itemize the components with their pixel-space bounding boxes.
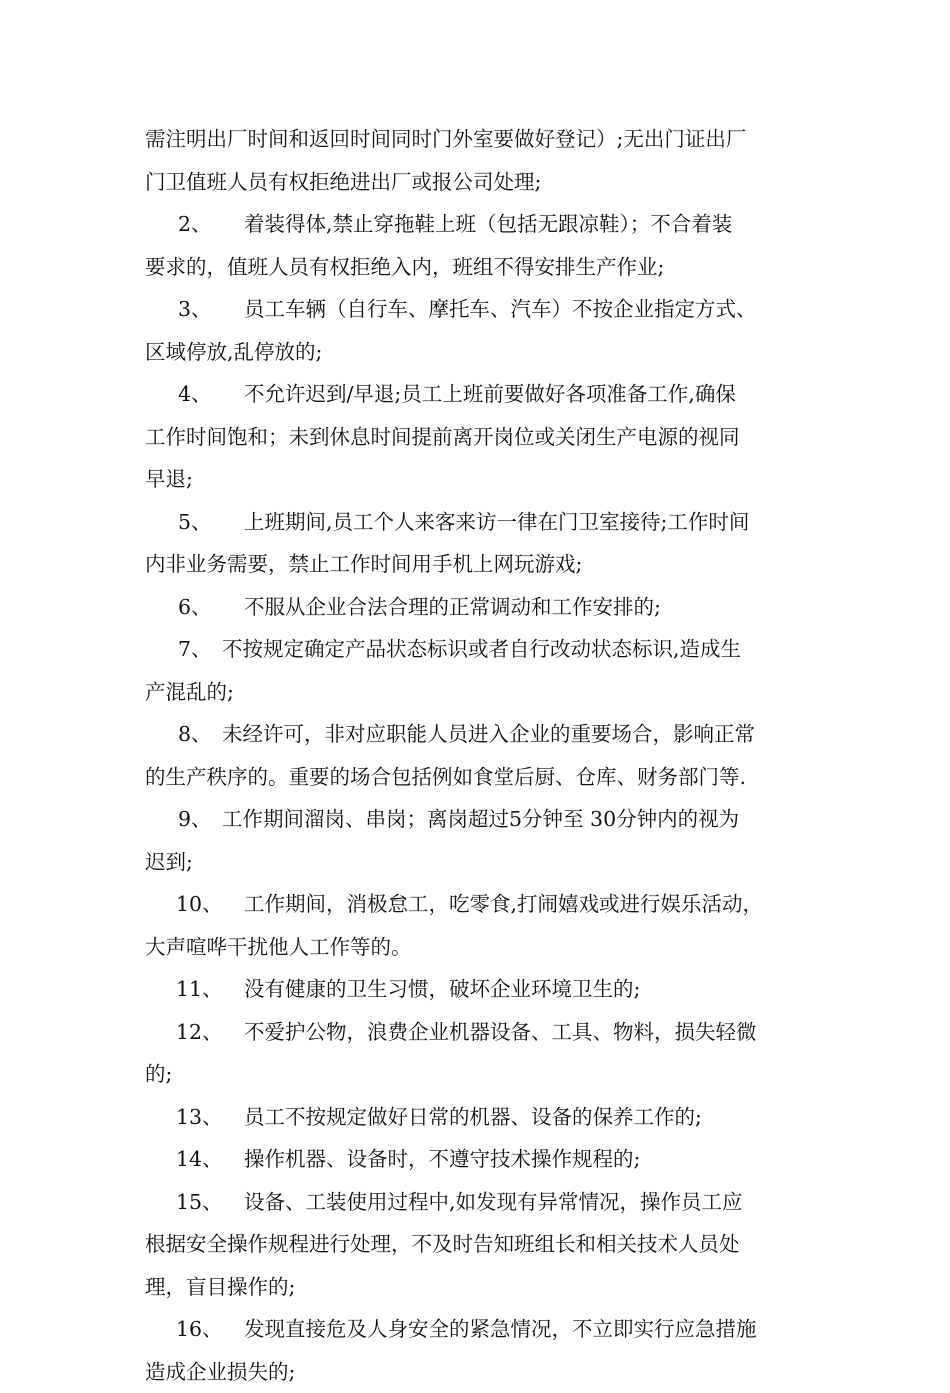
list-item (0, 1138, 950, 1181)
line-text: 着装得体,禁止穿拖鞋上班（包括无跟凉鞋）；不合着装 (244, 203, 732, 246)
paragraph-line (0, 926, 950, 969)
list-item-number: 12、 (176, 1011, 223, 1054)
list-item (0, 713, 950, 756)
paragraph-line (0, 118, 950, 161)
line-text: 不按规定确定产品状态标识或者自行改动状态标识,造成生 (222, 628, 741, 671)
list-item-number: 5、 (178, 501, 212, 544)
paragraph-line (0, 671, 950, 714)
list-item (0, 1308, 950, 1351)
list-item (0, 1181, 950, 1224)
line-text: 迟到; (145, 841, 193, 884)
paragraph-line (0, 1223, 950, 1266)
paragraph-line (0, 416, 950, 459)
line-text: 不允许迟到/早退;员工上班前要做好各项准备工作,确保 (244, 373, 736, 416)
list-item-number: 16、 (176, 1308, 223, 1351)
line-text: 需注明出厂时间和返回时间同时门外室要做好登记）;无出门证出厂 (145, 118, 746, 161)
line-text: 设备、工装使用过程中,如发现有异常情况，操作员工应 (244, 1181, 743, 1224)
line-text: 没有健康的卫生习惯，破坏企业环境卫生的; (244, 968, 640, 1011)
line-text: 工作期间溜岗、串岗；离岗超过5分钟至 30分钟内的视为 (222, 798, 739, 841)
paragraph-line (0, 1351, 950, 1393)
list-item-number: 15、 (176, 1181, 223, 1224)
list-item-number: 14、 (176, 1138, 223, 1181)
paragraph-line (0, 161, 950, 204)
list-item (0, 288, 950, 331)
list-item (0, 968, 950, 1011)
list-item (0, 203, 950, 246)
list-item-number: 2、 (178, 203, 212, 246)
list-item-number: 9、 (178, 798, 212, 841)
line-text: 的生产秩序的。重要的场合包括例如食堂后厨、仓库、财务部门等. (145, 756, 746, 799)
paragraph-line (0, 543, 950, 586)
line-text: 大声喧哗干扰他人工作等的。 (145, 926, 412, 969)
line-text: 发现直接危及人身安全的紧急情况，不立即实行应急措施 (244, 1308, 757, 1351)
line-text: 理，盲目操作的; (145, 1266, 295, 1309)
line-text: 员工不按规定做好日常的机器、设备的保养工作的; (244, 1096, 702, 1139)
line-text: 员工车辆（自行车、摩托车、汽车）不按企业指定方式、 (244, 288, 757, 331)
paragraph-line (0, 841, 950, 884)
list-item (0, 883, 950, 926)
list-item-number: 3、 (178, 288, 212, 331)
list-item (0, 501, 950, 544)
paragraph-line (0, 1053, 950, 1096)
line-text: 内非业务需要，禁止工作时间用手机上网玩游戏; (145, 543, 582, 586)
line-text: 区域停放,乱停放的; (145, 331, 322, 374)
line-text: 门卫值班人员有权拒绝进出厂或报公司处理; (145, 161, 541, 204)
list-item-number: 6、 (178, 586, 212, 629)
paragraph-line (0, 331, 950, 374)
line-text: 不爱护公物，浪费企业机器设备、工具、物料，损失轻微 (244, 1011, 757, 1054)
list-item (0, 798, 950, 841)
list-item-number: 8、 (178, 713, 212, 756)
list-item-number: 7、 (178, 628, 212, 671)
list-item-number: 13、 (176, 1096, 223, 1139)
line-text: 未经许可，非对应职能人员进入企业的重要场合，影响正常 (222, 713, 755, 756)
line-text: 上班期间,员工个人来客来访一律在门卫室接待;工作时间 (244, 501, 749, 544)
document-body (0, 118, 950, 1393)
line-text: 工作期间，消极怠工，吃零食,打闹嬉戏或进行娱乐活动， (244, 883, 763, 926)
list-item (0, 1011, 950, 1054)
line-text: 操作机器、设备时，不遵守技术操作规程的; (244, 1138, 640, 1181)
list-item (0, 373, 950, 416)
line-text: 工作时间饱和；未到休息时间提前离开岗位或关闭生产电源的视同 (145, 416, 740, 459)
line-text: 要求的，值班人员有权拒绝入内，班组不得安排生产作业; (145, 246, 664, 289)
line-text: 早退; (145, 458, 193, 501)
line-text: 产混乱的; (145, 671, 234, 714)
line-text: 造成企业损失的; (145, 1351, 295, 1393)
line-text: 根据安全操作规程进行处理，不及时告知班组长和相关技术人员处 (145, 1223, 740, 1266)
paragraph-line (0, 1266, 950, 1309)
paragraph-line (0, 246, 950, 289)
list-item (0, 586, 950, 629)
paragraph-line (0, 756, 950, 799)
paragraph-line (0, 458, 950, 501)
line-text: 的; (145, 1053, 172, 1096)
list-item-number: 10、 (176, 883, 223, 926)
list-item (0, 1096, 950, 1139)
list-item (0, 628, 950, 671)
list-item-number: 11、 (176, 968, 223, 1011)
line-text: 不服从企业合法合理的正常调动和工作安排的; (244, 586, 661, 629)
list-item-number: 4、 (178, 373, 212, 416)
